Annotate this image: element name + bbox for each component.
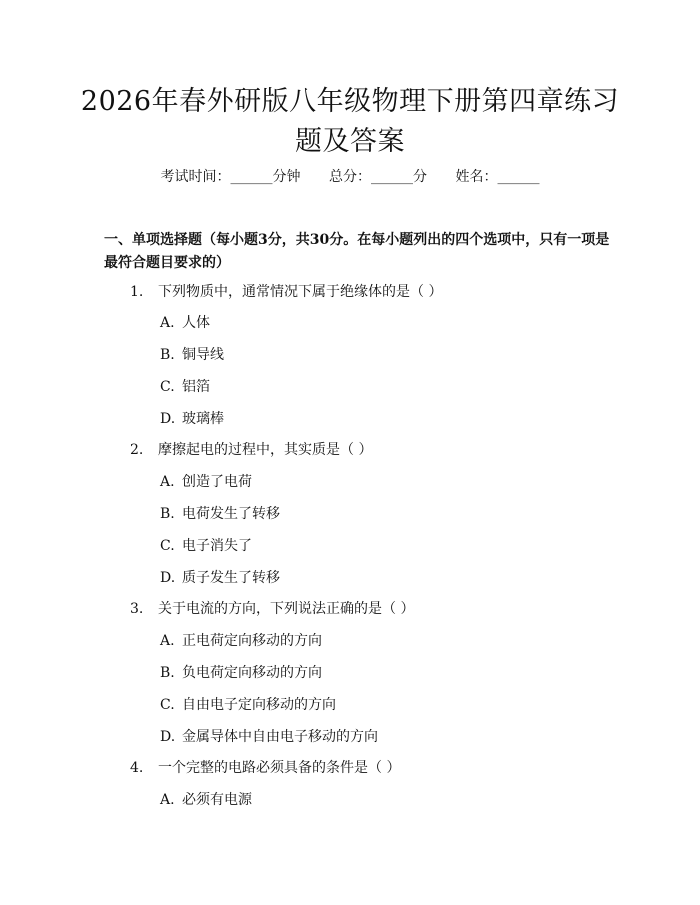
document-title: 2026年春外研版八年级物理下册第四章练习题及答案	[80, 86, 620, 157]
question-text: 一个完整的电路必须具备的条件是（ ）	[158, 760, 401, 776]
question-text: 摩擦起电的过程中，其实质是（ ）	[158, 442, 373, 458]
option-text: 金属导体中自由电子移动的方向	[182, 729, 378, 745]
question-1	[130, 282, 442, 302]
option-letter: D.	[160, 570, 176, 586]
option-1d	[160, 409, 224, 429]
question-number: 3.	[130, 601, 144, 617]
option-text: 铜导线	[182, 347, 224, 363]
option-text: 创造了电荷	[182, 474, 252, 490]
option-letter: D.	[160, 411, 176, 427]
option-1a	[160, 313, 210, 333]
option-text: 玻璃棒	[182, 411, 224, 427]
option-letter: A.	[160, 315, 175, 331]
option-1c	[160, 377, 210, 397]
question-number: 1.	[130, 284, 144, 300]
option-text: 正电荷定向移动的方向	[182, 633, 322, 649]
total-score-field: 总分：______分	[329, 169, 427, 185]
question-number: 4.	[130, 760, 144, 776]
option-text: 必须有电源	[182, 792, 252, 808]
option-letter: B.	[160, 347, 175, 363]
option-text: 负电荷定向移动的方向	[182, 665, 322, 681]
exam-time-field: 考试时间：______分钟	[160, 169, 301, 185]
option-text: 铝箔	[182, 379, 210, 395]
question-4	[130, 758, 400, 778]
option-4a	[160, 790, 252, 810]
option-letter: B.	[160, 665, 175, 681]
option-3c	[160, 695, 336, 715]
option-text: 质子发生了转移	[182, 570, 280, 586]
option-text: 人体	[182, 315, 210, 331]
option-2d	[160, 568, 280, 588]
option-2c	[160, 536, 252, 556]
option-text: 自由电子定向移动的方向	[182, 697, 336, 713]
option-3d	[160, 727, 378, 747]
option-letter: C.	[160, 697, 175, 713]
option-2b	[160, 504, 280, 524]
option-letter: B.	[160, 506, 175, 522]
option-1b	[160, 345, 224, 365]
exam-info-line	[0, 166, 700, 188]
option-letter: A.	[160, 474, 175, 490]
section-heading: 一、单项选择题（每小题3分，共30分。在每小题列出的四个选项中，只有一项是最符合题目要求的）	[104, 232, 610, 271]
question-2	[130, 440, 372, 460]
question-number: 2.	[130, 442, 144, 458]
option-3a	[160, 631, 322, 651]
option-letter: D.	[160, 729, 176, 745]
option-letter: C.	[160, 538, 175, 554]
option-2a	[160, 472, 252, 492]
question-text: 下列物质中，通常情况下属于绝缘体的是（ ）	[158, 284, 443, 300]
question-3	[130, 599, 414, 619]
option-letter: C.	[160, 379, 175, 395]
option-text: 电子消失了	[182, 538, 252, 554]
question-text: 关于电流的方向，下列说法正确的是（ ）	[158, 601, 415, 617]
option-letter: A.	[160, 633, 175, 649]
name-field: 姓名：______	[455, 169, 540, 185]
option-letter: A.	[160, 792, 175, 808]
option-3b	[160, 663, 322, 683]
option-text: 电荷发生了转移	[182, 506, 280, 522]
